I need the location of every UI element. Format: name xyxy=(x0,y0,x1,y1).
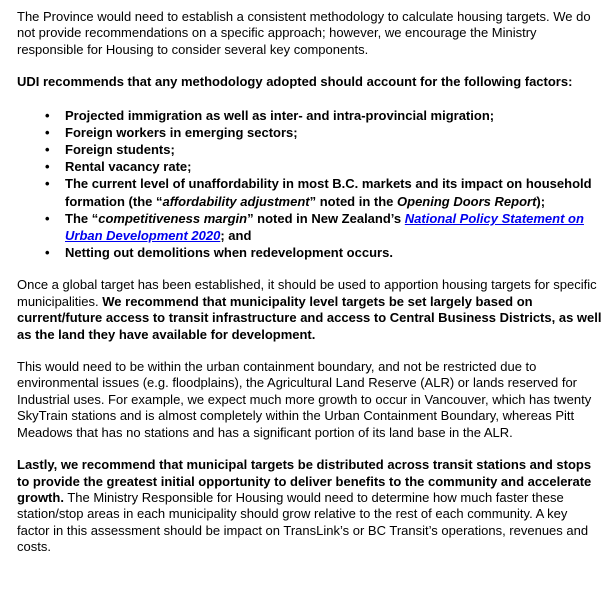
bullet-icon: • xyxy=(45,142,50,158)
bullet-item xyxy=(17,107,602,124)
text-run: Rental vacancy rate; xyxy=(65,159,192,175)
paragraph xyxy=(17,9,602,58)
text-run: ” noted in the xyxy=(309,193,398,209)
paragraph xyxy=(17,457,602,555)
text-run: Projected immigration as well as inter- and intra-provincial migration; xyxy=(65,107,495,123)
text-run: competitiveness margin xyxy=(98,210,248,226)
text-run: ); xyxy=(536,193,546,209)
bullet-icon: • xyxy=(45,159,50,175)
bullet-icon: • xyxy=(45,124,50,140)
bullet-text xyxy=(65,124,602,141)
text-run: Netting out demolitions when redevelopment occurs. xyxy=(65,245,393,261)
bullet-icon: • xyxy=(45,245,50,261)
bullet-item xyxy=(17,124,602,141)
text-run: affordability adjustment xyxy=(162,193,310,209)
text-run: Lastly, we recommend that municipal targets be distributed across transit stations and stops to provide the greatest initial opportunity to deliver benefits to the community and accelerate growth. xyxy=(17,457,592,505)
text-run: Opening Doors Report xyxy=(397,193,537,209)
text-run: The Province would need to establish a consistent methodology to calculate housing targets. We do not provide recommendations on a specific approach; however, we encourage the Ministry responsible for Housing to consider several key components. xyxy=(17,9,591,57)
text-run: The “ xyxy=(65,210,99,226)
bullet-text xyxy=(65,244,602,261)
text-run: The Ministry Responsible for Housing would need to determine how much faster these station/stop areas in each municipality should grow relative to the rest of each community. A key factor in this assessment should be impact on TransLink’s or BC Transit’s operations, revenues and costs. xyxy=(17,489,589,555)
bullet-text xyxy=(65,158,602,175)
bullet-item xyxy=(17,210,602,244)
bullet-item xyxy=(17,244,602,261)
bullet-text xyxy=(65,210,602,244)
paragraph xyxy=(17,277,602,343)
paragraph xyxy=(17,74,602,90)
bullet-item xyxy=(17,158,602,175)
bullet-text xyxy=(65,175,602,209)
text-run: ” noted in New Zealand’s xyxy=(247,210,405,226)
text-run: The current level of unaffordability in most B.C. markets and its impact on household formation (the “ xyxy=(65,176,592,209)
bullet-item xyxy=(17,175,602,209)
text-run: Foreign workers in emerging sectors; xyxy=(65,124,298,140)
paragraph xyxy=(17,359,602,441)
bullet-text xyxy=(65,107,602,124)
bullet-list xyxy=(17,107,602,262)
bullet-icon: • xyxy=(45,176,50,192)
bullet-item xyxy=(17,141,602,158)
text-run: Once a global target has been established, it should be used to apportion housing targets for specific municipalities. xyxy=(17,277,597,309)
bullet-icon: • xyxy=(45,210,50,226)
hyperlink-national-policy-statement[interactable]: National Policy Statement on Urban Development 2020 xyxy=(65,210,584,244)
text-run: We recommend that municipality level targets be set largely based on current/future access to transit infrastructure and access to Central Business Districts, as well as the land they have available for development. xyxy=(17,293,602,342)
bullet-text xyxy=(65,141,602,158)
text-run: This would need to be within the urban containment boundary, and not be restricted due to environmental issues (e.g. floodplains), the Agricultural Land Reserve (ALR) or lands reserved for Industrial uses. For example, we expect much more growth to occur in Vancouver, which has twenty SkyTrain stations and is almost completely within the Urban Containment Boundary, whereas Pitt Meadows that has no stations and has a significant portion of its land base in the ALR. xyxy=(17,359,592,440)
text-run: Foreign students; xyxy=(65,142,175,158)
text-run: ; and xyxy=(220,228,252,244)
document-body xyxy=(17,9,602,556)
bullet-icon: • xyxy=(45,107,50,123)
text-run: UDI recommends that any methodology adopted should account for the following factors: xyxy=(17,74,573,90)
